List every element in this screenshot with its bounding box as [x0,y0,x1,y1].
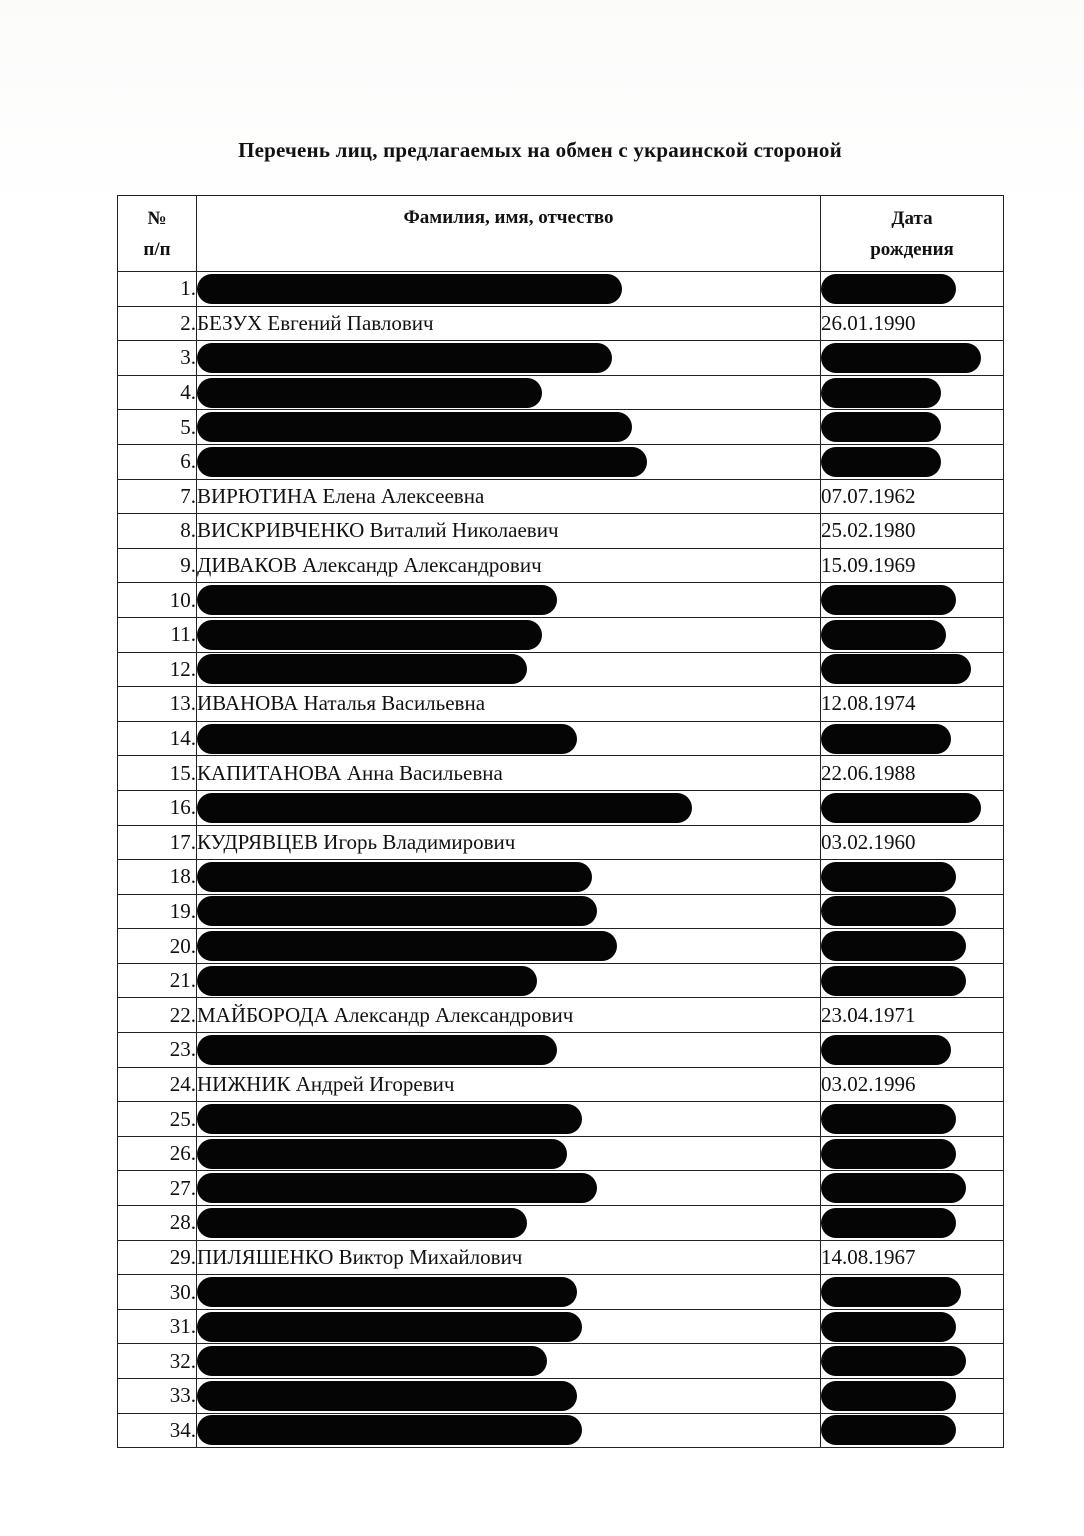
table-row [118,1206,1004,1241]
redaction-mark [197,343,612,373]
row-number: 32. [118,1344,197,1379]
row-number: 25. [118,1102,197,1137]
person-name-cell [197,963,821,998]
redaction-mark [197,654,527,684]
birth-date-cell [821,375,1004,410]
header-date [821,196,1004,272]
redaction-mark [197,585,557,615]
redaction-mark [821,1104,956,1134]
row-number: 11. [118,617,197,652]
redaction-mark [821,1035,951,1065]
redaction-mark [197,1173,597,1203]
person-name-cell [197,1344,821,1379]
birth-date: 12.08.1974 [821,687,1004,722]
redaction-mark [821,447,941,477]
birth-date-cell [821,444,1004,479]
row-number: 29. [118,1240,197,1275]
redaction-mark [197,1104,582,1134]
row-number: 19. [118,894,197,929]
table-row [118,1102,1004,1137]
redaction-mark [197,1415,582,1445]
redaction-mark [821,793,981,823]
header-name: Фамилия, имя, отчество [197,196,821,272]
row-number: 12. [118,652,197,687]
table-row [118,825,1004,860]
table-row [118,1171,1004,1206]
row-number: 4. [118,375,197,410]
birth-date-cell [821,583,1004,618]
table-row [118,514,1004,549]
table-row [118,306,1004,341]
person-name-cell [197,410,821,445]
person-name-cell [197,272,821,307]
redaction-mark [197,1346,547,1376]
header-date-label: Дата рождения [870,207,954,260]
table-row [118,963,1004,998]
person-name-cell [197,444,821,479]
table-body [118,272,1004,1448]
birth-date: 25.02.1980 [821,514,1004,549]
redaction-mark [821,343,981,373]
redaction-mark [821,412,941,442]
row-number: 21. [118,963,197,998]
person-name: МАЙБОРОДА Александр Александрович [197,998,821,1033]
row-number: 20. [118,929,197,964]
row-number: 7. [118,479,197,514]
table-row [118,894,1004,929]
table-row [118,617,1004,652]
birth-date-cell [821,1413,1004,1448]
table-row [118,1309,1004,1344]
table-row [118,998,1004,1033]
table-row [118,687,1004,722]
birth-date: 14.08.1967 [821,1240,1004,1275]
redaction-mark [197,447,647,477]
redaction-mark [197,378,542,408]
birth-date-cell [821,721,1004,756]
table-row [118,1067,1004,1102]
table-row [118,1240,1004,1275]
birth-date-cell [821,894,1004,929]
table-row [118,444,1004,479]
redaction-mark [821,1208,956,1238]
table-row [118,721,1004,756]
table-row [118,272,1004,307]
table-row [118,1344,1004,1379]
table-row [118,341,1004,376]
birth-date-cell [821,652,1004,687]
redaction-mark [821,896,956,926]
table-row [118,548,1004,583]
birth-date-cell [821,617,1004,652]
person-name-cell [197,929,821,964]
person-name-cell [197,1136,821,1171]
table-row [118,479,1004,514]
person-name-cell [197,1171,821,1206]
birth-date-cell [821,860,1004,895]
row-number: 22. [118,998,197,1033]
person-name: ВИРЮТИНА Елена Алексеевна [197,479,821,514]
redaction-mark [197,1035,557,1065]
redaction-mark [197,931,617,961]
birth-date-cell [821,1344,1004,1379]
table-row [118,1136,1004,1171]
person-name-cell [197,894,821,929]
table-row [118,375,1004,410]
row-number: 24. [118,1067,197,1102]
table-row [118,756,1004,791]
row-number: 26. [118,1136,197,1171]
redaction-mark [197,620,542,650]
row-number: 30. [118,1275,197,1310]
birth-date-cell [821,1275,1004,1310]
redaction-mark [821,1312,956,1342]
table-row [118,652,1004,687]
table-row [118,929,1004,964]
person-name: БЕЗУХ Евгений Павлович [197,306,821,341]
row-number: 16. [118,790,197,825]
birth-date: 03.02.1996 [821,1067,1004,1102]
redaction-mark [197,966,537,996]
birth-date-cell [821,1136,1004,1171]
birth-date-cell [821,963,1004,998]
birth-date: 23.04.1971 [821,998,1004,1033]
row-number: 17. [118,825,197,860]
redaction-mark [197,1277,577,1307]
person-name-cell [197,617,821,652]
row-number: 10. [118,583,197,618]
row-number: 3. [118,341,197,376]
birth-date: 26.01.1990 [821,306,1004,341]
redaction-mark [821,966,966,996]
row-number: 14. [118,721,197,756]
redaction-mark [821,274,956,304]
redaction-mark [197,1381,577,1411]
redaction-mark [197,793,692,823]
table-row [118,790,1004,825]
row-number: 34. [118,1413,197,1448]
row-number: 18. [118,860,197,895]
table-header-row [118,196,1004,272]
table-row [118,1275,1004,1310]
redaction-mark [821,1173,966,1203]
redaction-mark [821,1139,956,1169]
birth-date-cell [821,1171,1004,1206]
redaction-mark [197,724,577,754]
redaction-mark [821,1415,956,1445]
person-name: ПИЛЯШЕНКО Виктор Михайлович [197,1240,821,1275]
birth-date-cell [821,1033,1004,1068]
row-number: 9. [118,548,197,583]
person-name-cell [197,652,821,687]
header-num [118,196,197,272]
row-number: 31. [118,1309,197,1344]
row-number: 23. [118,1033,197,1068]
row-number: 28. [118,1206,197,1241]
person-name-cell [197,1206,821,1241]
row-number: 15. [118,756,197,791]
redaction-mark [821,620,946,650]
row-number: 5. [118,410,197,445]
person-name: КАПИТАНОВА Анна Васильевна [197,756,821,791]
person-name: НИЖНИК Андрей Игоревич [197,1067,821,1102]
persons-table [117,195,1004,1448]
person-name: ДИВАКОВ Александр Александрович [197,548,821,583]
person-name-cell [197,721,821,756]
person-name-cell [197,1033,821,1068]
header-num-label: № п/п [143,207,171,260]
birth-date-cell [821,929,1004,964]
row-number: 13. [118,687,197,722]
table-row [118,410,1004,445]
redaction-mark [821,1381,956,1411]
person-name-cell [197,1309,821,1344]
person-name-cell [197,1379,821,1414]
person-name: ВИСКРИВЧЕНКО Виталий Николаевич [197,514,821,549]
redaction-mark [821,931,966,961]
document-title: Перечень лиц, предлагаемых на обмен с украинской стороной [238,138,842,162]
person-name-cell [197,375,821,410]
redaction-mark [197,1208,527,1238]
table-row [118,1379,1004,1414]
redaction-mark [821,1346,966,1376]
birth-date-cell [821,1206,1004,1241]
birth-date-cell [821,272,1004,307]
birth-date-cell [821,341,1004,376]
person-name-cell [197,790,821,825]
person-name-cell [197,1275,821,1310]
row-number: 27. [118,1171,197,1206]
redaction-mark [821,585,956,615]
person-name: ИВАНОВА Наталья Васильевна [197,687,821,722]
table-row [118,1413,1004,1448]
birth-date: 22.06.1988 [821,756,1004,791]
row-number: 2. [118,306,197,341]
birth-date-cell [821,790,1004,825]
birth-date-cell [821,1309,1004,1344]
birth-date: 15.09.1969 [821,548,1004,583]
redaction-mark [197,1139,567,1169]
birth-date-cell [821,1102,1004,1137]
redaction-mark [821,724,951,754]
redaction-mark [197,896,597,926]
table-row [118,583,1004,618]
row-number: 33. [118,1379,197,1414]
person-name-cell [197,860,821,895]
row-number: 6. [118,444,197,479]
redaction-mark [821,378,941,408]
person-name-cell [197,341,821,376]
person-name-cell [197,1102,821,1137]
redaction-mark [197,274,622,304]
person-name: КУДРЯВЦЕВ Игорь Владимирович [197,825,821,860]
birth-date: 07.07.1962 [821,479,1004,514]
birth-date-cell [821,410,1004,445]
table-row [118,860,1004,895]
birth-date-cell [821,1379,1004,1414]
redaction-mark [197,1312,582,1342]
redaction-mark [197,862,592,892]
person-name-cell [197,1413,821,1448]
redaction-mark [821,654,971,684]
birth-date: 03.02.1960 [821,825,1004,860]
redaction-mark [197,412,632,442]
redaction-mark [821,1277,961,1307]
table-row [118,1033,1004,1068]
row-number: 1. [118,272,197,307]
person-name-cell [197,583,821,618]
redaction-mark [821,862,956,892]
row-number: 8. [118,514,197,549]
